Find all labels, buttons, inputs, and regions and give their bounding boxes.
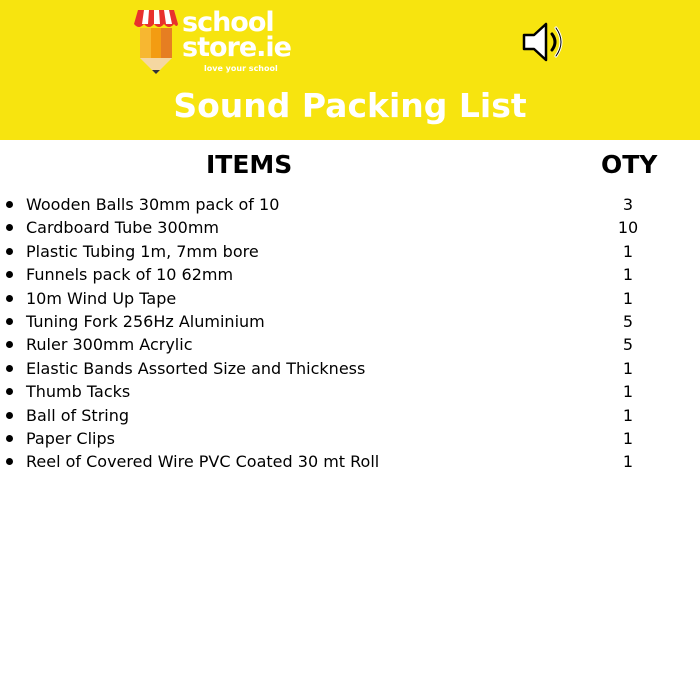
item-name: Tuning Fork 256Hz Aluminium [26,311,265,331]
item-qty: 1 [622,288,634,308]
qty-column-header: OTY [601,150,658,179]
item-qty: 5 [622,335,634,355]
bullet-icon [6,248,13,255]
items-column-header: ITEMS [206,150,293,179]
packing-list [0,193,700,474]
bullet-icon [6,295,13,302]
item-qty: 1 [622,428,634,448]
item-name: Plastic Tubing 1m, 7mm bore [26,241,259,261]
store-pencil-icon [132,6,182,78]
list-item [0,357,700,380]
item-qty: 1 [622,358,634,378]
item-name: 10m Wind Up Tape [26,288,177,308]
header-banner [0,0,700,140]
speaker-icon[interactable] [518,16,570,68]
item-name: Cardboard Tube 300mm [26,218,219,238]
list-item [0,427,700,450]
item-name: Paper Clips [26,428,115,448]
item-qty: 10 [617,218,639,238]
item-qty: 1 [622,405,634,425]
item-qty: 3 [622,195,634,214]
bullet-icon [6,224,13,231]
list-item [0,287,700,310]
bullet-icon [6,458,13,465]
brand-line-1: school [182,7,274,38]
bullet-icon [6,435,13,442]
item-name: Wooden Balls 30mm pack of 10 [26,195,280,214]
page-title: Sound Packing List [173,86,527,125]
item-qty: 1 [622,382,634,402]
schoolstore-logo[interactable] [132,6,292,78]
bullet-icon [6,388,13,395]
list-item [0,216,700,239]
item-name: Funnels pack of 10 62mm [26,265,234,285]
item-name: Ball of String [26,405,130,425]
bullet-icon [6,341,13,348]
item-qty: 5 [622,311,634,331]
item-name: Reel of Covered Wire PVC Coated 30 mt Roll [26,452,380,472]
list-item [0,263,700,286]
item-qty: 1 [622,265,634,285]
list-item [0,333,700,356]
list-item [0,450,700,473]
item-name: Elastic Bands Assorted Size and Thickness [26,358,366,378]
item-name: Ruler 300mm Acrylic [26,335,193,355]
brand-name [182,7,291,63]
item-name: Thumb Tacks [26,382,131,402]
bullet-icon [6,271,13,278]
list-item [0,193,700,216]
list-item [0,240,700,263]
list-item [0,310,700,333]
bullet-icon [6,318,13,325]
bullet-icon [6,201,13,208]
bullet-icon [6,412,13,419]
item-qty: 1 [622,452,634,472]
brand-tagline: love your school [204,64,278,73]
list-item [0,380,700,403]
list-item [0,404,700,427]
item-qty: 1 [622,241,634,261]
brand-line-2: store.ie [182,32,291,63]
bullet-icon [6,365,13,372]
